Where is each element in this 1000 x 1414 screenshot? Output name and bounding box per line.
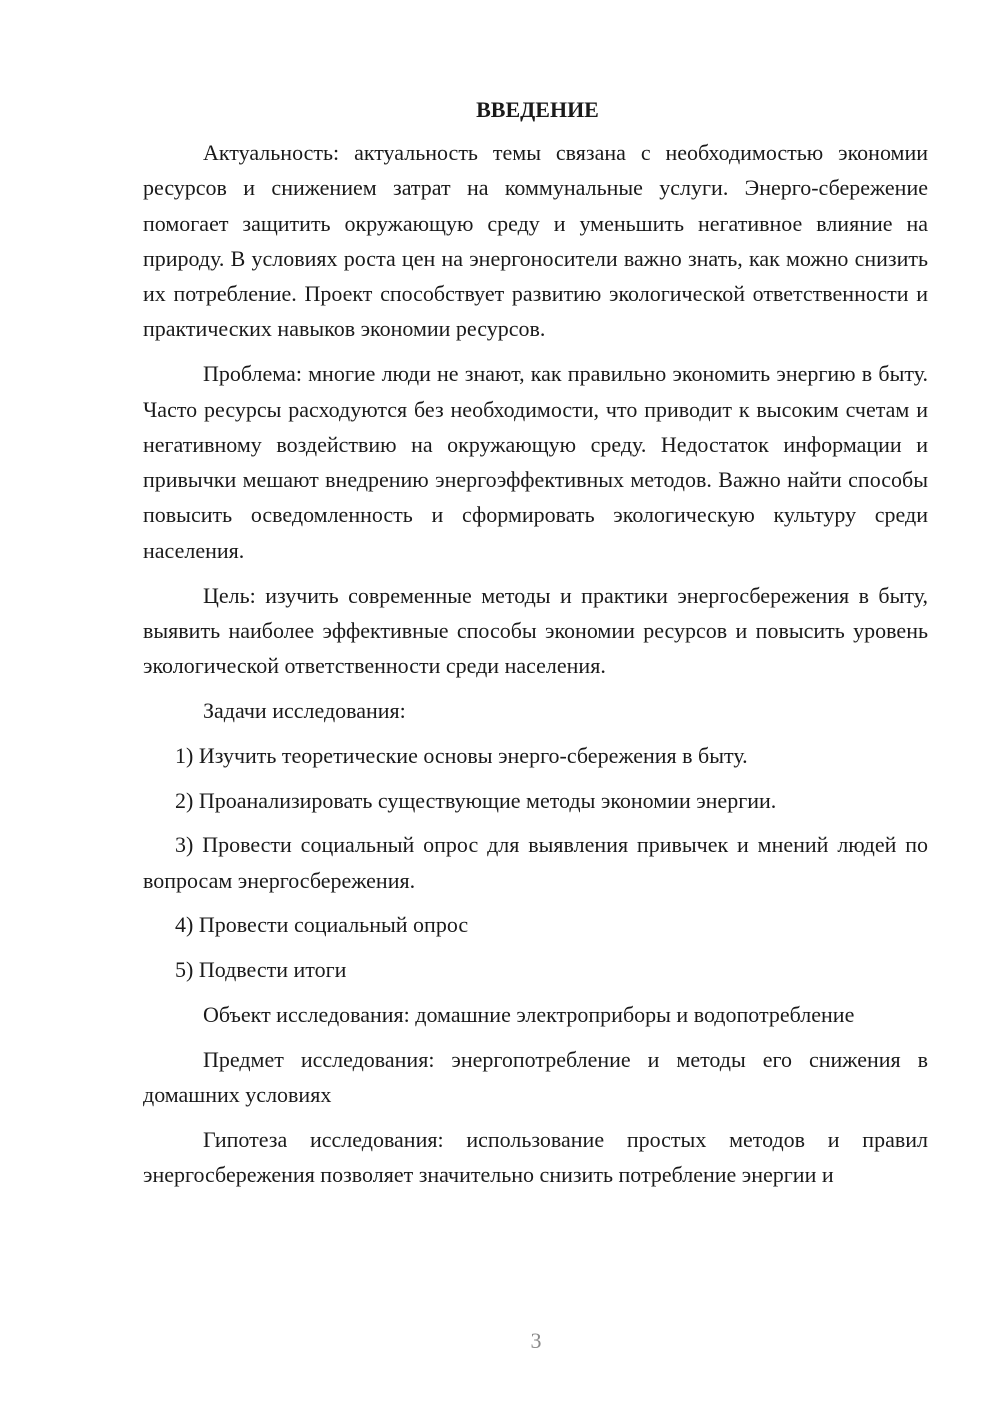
object-paragraph: Объект исследования: домашние электроприборы и водопотребление (203, 1002, 855, 1028)
page-number: 3 (530, 1328, 542, 1353)
relevance-paragraph: Актуальность: актуальность темы связана с необходимостью экономии ресурсов и снижением затрат на коммунальные услуги. Энерго-сбережение помогает защитить окружающую среду и уменьшить негативное влияние на природу. В условиях роста цен на энергоносители важно знать, как можно снизить их потребление. Проект способствует развитию экологической ответственности и практических навыков экономии ресурсов. (143, 140, 928, 342)
goal-paragraph: Цель: изучить современные методы и практики энергосбережения в быту, выявить наиболее эффективные способы экономии ресурсов и повысить уровень экологической ответственности среди населения. (143, 582, 928, 679)
task-item-1: 1) Изучить теоретические основы энерго-сбережения в быту. (175, 742, 748, 768)
tasks-heading: Задачи исследования: (203, 697, 406, 723)
task-item-5: 5) Подвести итоги (175, 957, 347, 983)
page-content (143, 92, 928, 1193)
task-item-2: 2) Проанализировать существующие методы экономии энергии. (175, 787, 777, 813)
problem-paragraph: Проблема: многие люди не знают, как правильно экономить энергию в быту. Часто ресурсы расходуются без необходимости, что приводит к высоким счетам и негативному воздействию на окружающую среду. Недостаток информации и привычки мешают внедрению энергоэффективных методов. Важно найти способы повысить осведомленность и сформировать экологическую культуру среди населения. (143, 361, 928, 563)
section-heading: ВВЕДЕНИЕ (476, 97, 599, 122)
task-item-3: 3) Провести социальный опрос для выявления привычек и мнений людей по вопросам энергосбережения. (143, 832, 928, 893)
subject-paragraph: Предмет исследования: энергопотребление и методы его снижения в домашних условиях (143, 1046, 928, 1108)
task-item-4: 4) Провести социальный опрос (175, 912, 469, 938)
hypothesis-paragraph: Гипотеза исследования: использование простых методов и правил энергосбережения позволяет значительно снизить потребление энергии и (143, 1126, 928, 1188)
